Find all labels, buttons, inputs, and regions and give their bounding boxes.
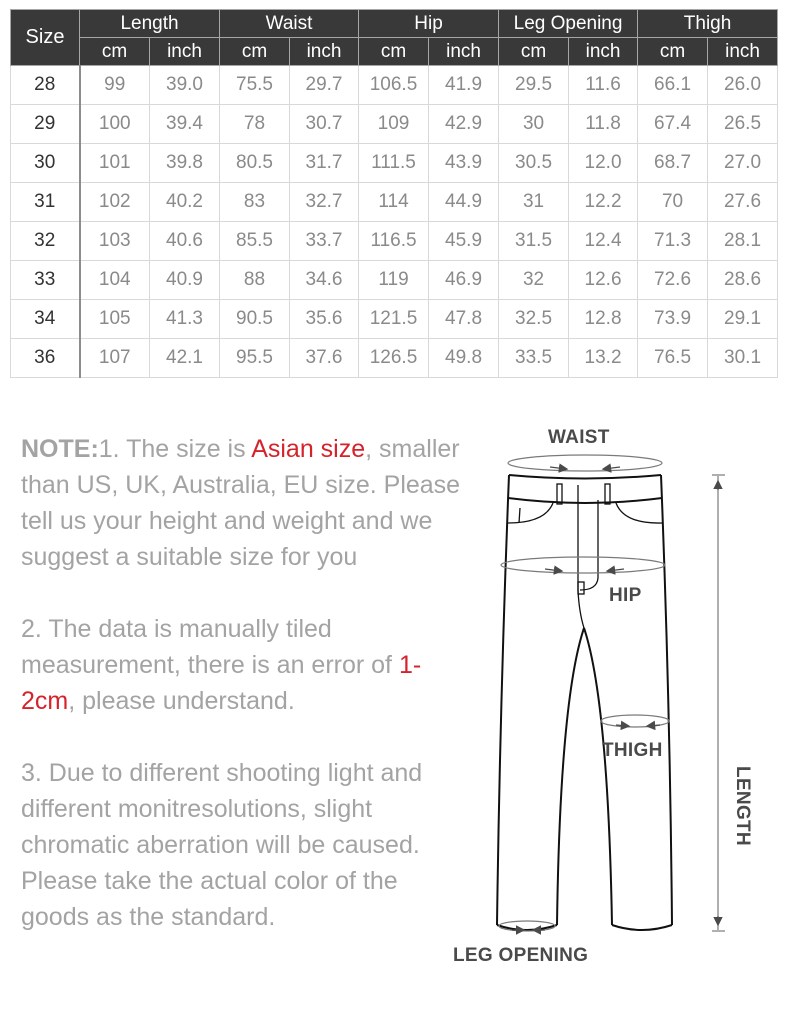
note-paragraph-2 xyxy=(21,611,461,719)
size-note xyxy=(21,431,461,971)
leg-opening-label: LEG OPENING xyxy=(453,945,589,966)
measurement-cell: 28.1 xyxy=(708,222,778,261)
measurement-cell: 30.5 xyxy=(499,144,569,183)
table-row xyxy=(11,300,778,339)
measurement-cell: 103 xyxy=(80,222,150,261)
measurement-cell: 33.5 xyxy=(499,339,569,378)
measurement-cell: 12.6 xyxy=(569,261,638,300)
measurement-cell: 106.5 xyxy=(359,66,429,105)
measurement-cell: 30.7 xyxy=(290,105,359,144)
unit-header: cm xyxy=(499,38,569,66)
measurement-cell: 116.5 xyxy=(359,222,429,261)
measurement-cell: 126.5 xyxy=(359,339,429,378)
measurement-cell: 109 xyxy=(359,105,429,144)
length-label: LENGTH xyxy=(732,766,753,846)
measurement-cell: 67.4 xyxy=(638,105,708,144)
measurement-cell: 27.0 xyxy=(708,144,778,183)
measurement-cell: 101 xyxy=(80,144,150,183)
unit-header: cm xyxy=(220,38,290,66)
size-cell: 32 xyxy=(11,222,80,261)
table-row xyxy=(11,339,778,378)
measurement-cell: 41.3 xyxy=(150,300,220,339)
header-group-row xyxy=(11,10,778,38)
measurement-cell: 26.0 xyxy=(708,66,778,105)
measurement-cell: 47.8 xyxy=(429,300,499,339)
measurement-cell: 28.6 xyxy=(708,261,778,300)
header-units-row xyxy=(11,38,778,66)
thigh-label: THIGH xyxy=(602,740,663,761)
header-thigh: Thigh xyxy=(638,10,778,38)
table-row xyxy=(11,66,778,105)
table-row xyxy=(11,222,778,261)
header-leg-opening: Leg Opening xyxy=(499,10,638,38)
measurement-cell: 37.6 xyxy=(290,339,359,378)
unit-header: inch xyxy=(290,38,359,66)
unit-header: cm xyxy=(359,38,429,66)
measurement-cell: 12.4 xyxy=(569,222,638,261)
measurement-cell: 114 xyxy=(359,183,429,222)
note-text: , smaller than US, UK, Australia, EU size. Please tell us your height and weight and we suggest a suitable size for you xyxy=(21,435,461,571)
measurement-cell: 13.2 xyxy=(569,339,638,378)
size-cell: 30 xyxy=(11,144,80,183)
measurement-cell: 31.5 xyxy=(499,222,569,261)
measurement-cell: 72.6 xyxy=(638,261,708,300)
measurement-cell: 85.5 xyxy=(220,222,290,261)
size-chart-table xyxy=(10,9,778,378)
measurement-cell: 66.1 xyxy=(638,66,708,105)
measurement-cell: 88 xyxy=(220,261,290,300)
measurement-cell: 11.6 xyxy=(569,66,638,105)
pants-outline-icon xyxy=(440,415,790,975)
note-paragraph-3: 3. Due to different shooting light and different monitresolutions, slight chromatic aberration will be caused. Please take the actual color of the goods as the standard. xyxy=(21,759,423,931)
size-cell: 29 xyxy=(11,105,80,144)
size-cell: 31 xyxy=(11,183,80,222)
measurement-cell: 12.2 xyxy=(569,183,638,222)
measurement-cell: 102 xyxy=(80,183,150,222)
unit-header: inch xyxy=(429,38,499,66)
size-cell: 33 xyxy=(11,261,80,300)
table-body xyxy=(11,66,778,378)
measurement-cell: 31 xyxy=(499,183,569,222)
measurement-cell: 39.0 xyxy=(150,66,220,105)
note-text: 1. The size is xyxy=(98,435,252,463)
header-waist: Waist xyxy=(220,10,359,38)
unit-header: cm xyxy=(638,38,708,66)
note-lead: NOTE: xyxy=(21,435,99,463)
measurement-cell: 32 xyxy=(499,261,569,300)
measurement-cell: 41.9 xyxy=(429,66,499,105)
unit-header: inch xyxy=(150,38,220,66)
size-header: Size xyxy=(11,10,80,66)
measurement-cell: 104 xyxy=(80,261,150,300)
measurement-cell: 83 xyxy=(220,183,290,222)
measurement-cell: 107 xyxy=(80,339,150,378)
measurement-cell: 49.8 xyxy=(429,339,499,378)
measurement-cell: 75.5 xyxy=(220,66,290,105)
unit-header: inch xyxy=(569,38,638,66)
measurement-cell: 76.5 xyxy=(638,339,708,378)
measurement-cell: 33.7 xyxy=(290,222,359,261)
pants-measurement-diagram xyxy=(440,415,790,975)
measurement-cell: 100 xyxy=(80,105,150,144)
measurement-cell: 35.6 xyxy=(290,300,359,339)
measurement-cell: 12.8 xyxy=(569,300,638,339)
table-row xyxy=(11,105,778,144)
measurement-cell: 73.9 xyxy=(638,300,708,339)
measurement-cell: 44.9 xyxy=(429,183,499,222)
measurement-cell: 68.7 xyxy=(638,144,708,183)
measurement-cell: 31.7 xyxy=(290,144,359,183)
measurement-cell: 27.6 xyxy=(708,183,778,222)
measurement-cell: 40.2 xyxy=(150,183,220,222)
hip-label: HIP xyxy=(609,585,642,606)
measurement-cell: 34.6 xyxy=(290,261,359,300)
measurement-cell: 40.9 xyxy=(150,261,220,300)
measurement-cell: 32.5 xyxy=(499,300,569,339)
measurement-cell: 43.9 xyxy=(429,144,499,183)
measurement-cell: 78 xyxy=(220,105,290,144)
header-length: Length xyxy=(80,10,220,38)
size-cell: 28 xyxy=(11,66,80,105)
measurement-cell: 42.9 xyxy=(429,105,499,144)
size-cell: 36 xyxy=(11,339,80,378)
highlight-error-range: 1-2cm xyxy=(21,651,422,715)
measurement-cell: 29.5 xyxy=(499,66,569,105)
measurement-cell: 71.3 xyxy=(638,222,708,261)
measurement-cell: 80.5 xyxy=(220,144,290,183)
measurement-cell: 11.8 xyxy=(569,105,638,144)
measurement-cell: 30 xyxy=(499,105,569,144)
header-hip: Hip xyxy=(359,10,499,38)
measurement-cell: 40.6 xyxy=(150,222,220,261)
measurement-cell: 45.9 xyxy=(429,222,499,261)
waist-label: WAIST xyxy=(548,427,610,448)
measurement-cell: 30.1 xyxy=(708,339,778,378)
measurement-cell: 12.0 xyxy=(569,144,638,183)
highlight-asian-size: Asian size xyxy=(251,435,366,463)
measurement-cell: 39.4 xyxy=(150,105,220,144)
unit-header: inch xyxy=(708,38,778,66)
note-text: 2. The data is manually tiled measurement, there is an error of xyxy=(21,615,399,679)
measurement-cell: 111.5 xyxy=(359,144,429,183)
note-paragraph-1 xyxy=(21,431,461,575)
measurement-cell: 105 xyxy=(80,300,150,339)
measurement-cell: 39.8 xyxy=(150,144,220,183)
measurement-cell: 46.9 xyxy=(429,261,499,300)
table-row xyxy=(11,144,778,183)
measurement-cell: 121.5 xyxy=(359,300,429,339)
size-cell: 34 xyxy=(11,300,80,339)
measurement-cell: 29.1 xyxy=(708,300,778,339)
measurement-cell: 99 xyxy=(80,66,150,105)
note-text: , please understand. xyxy=(68,687,295,715)
measurement-cell: 95.5 xyxy=(220,339,290,378)
measurement-cell: 119 xyxy=(359,261,429,300)
table-row xyxy=(11,261,778,300)
measurement-cell: 42.1 xyxy=(150,339,220,378)
table-row xyxy=(11,183,778,222)
unit-header: cm xyxy=(80,38,150,66)
measurement-cell: 29.7 xyxy=(290,66,359,105)
measurement-cell: 32.7 xyxy=(290,183,359,222)
measurement-cell: 26.5 xyxy=(708,105,778,144)
measurement-cell: 90.5 xyxy=(220,300,290,339)
measurement-cell: 70 xyxy=(638,183,708,222)
